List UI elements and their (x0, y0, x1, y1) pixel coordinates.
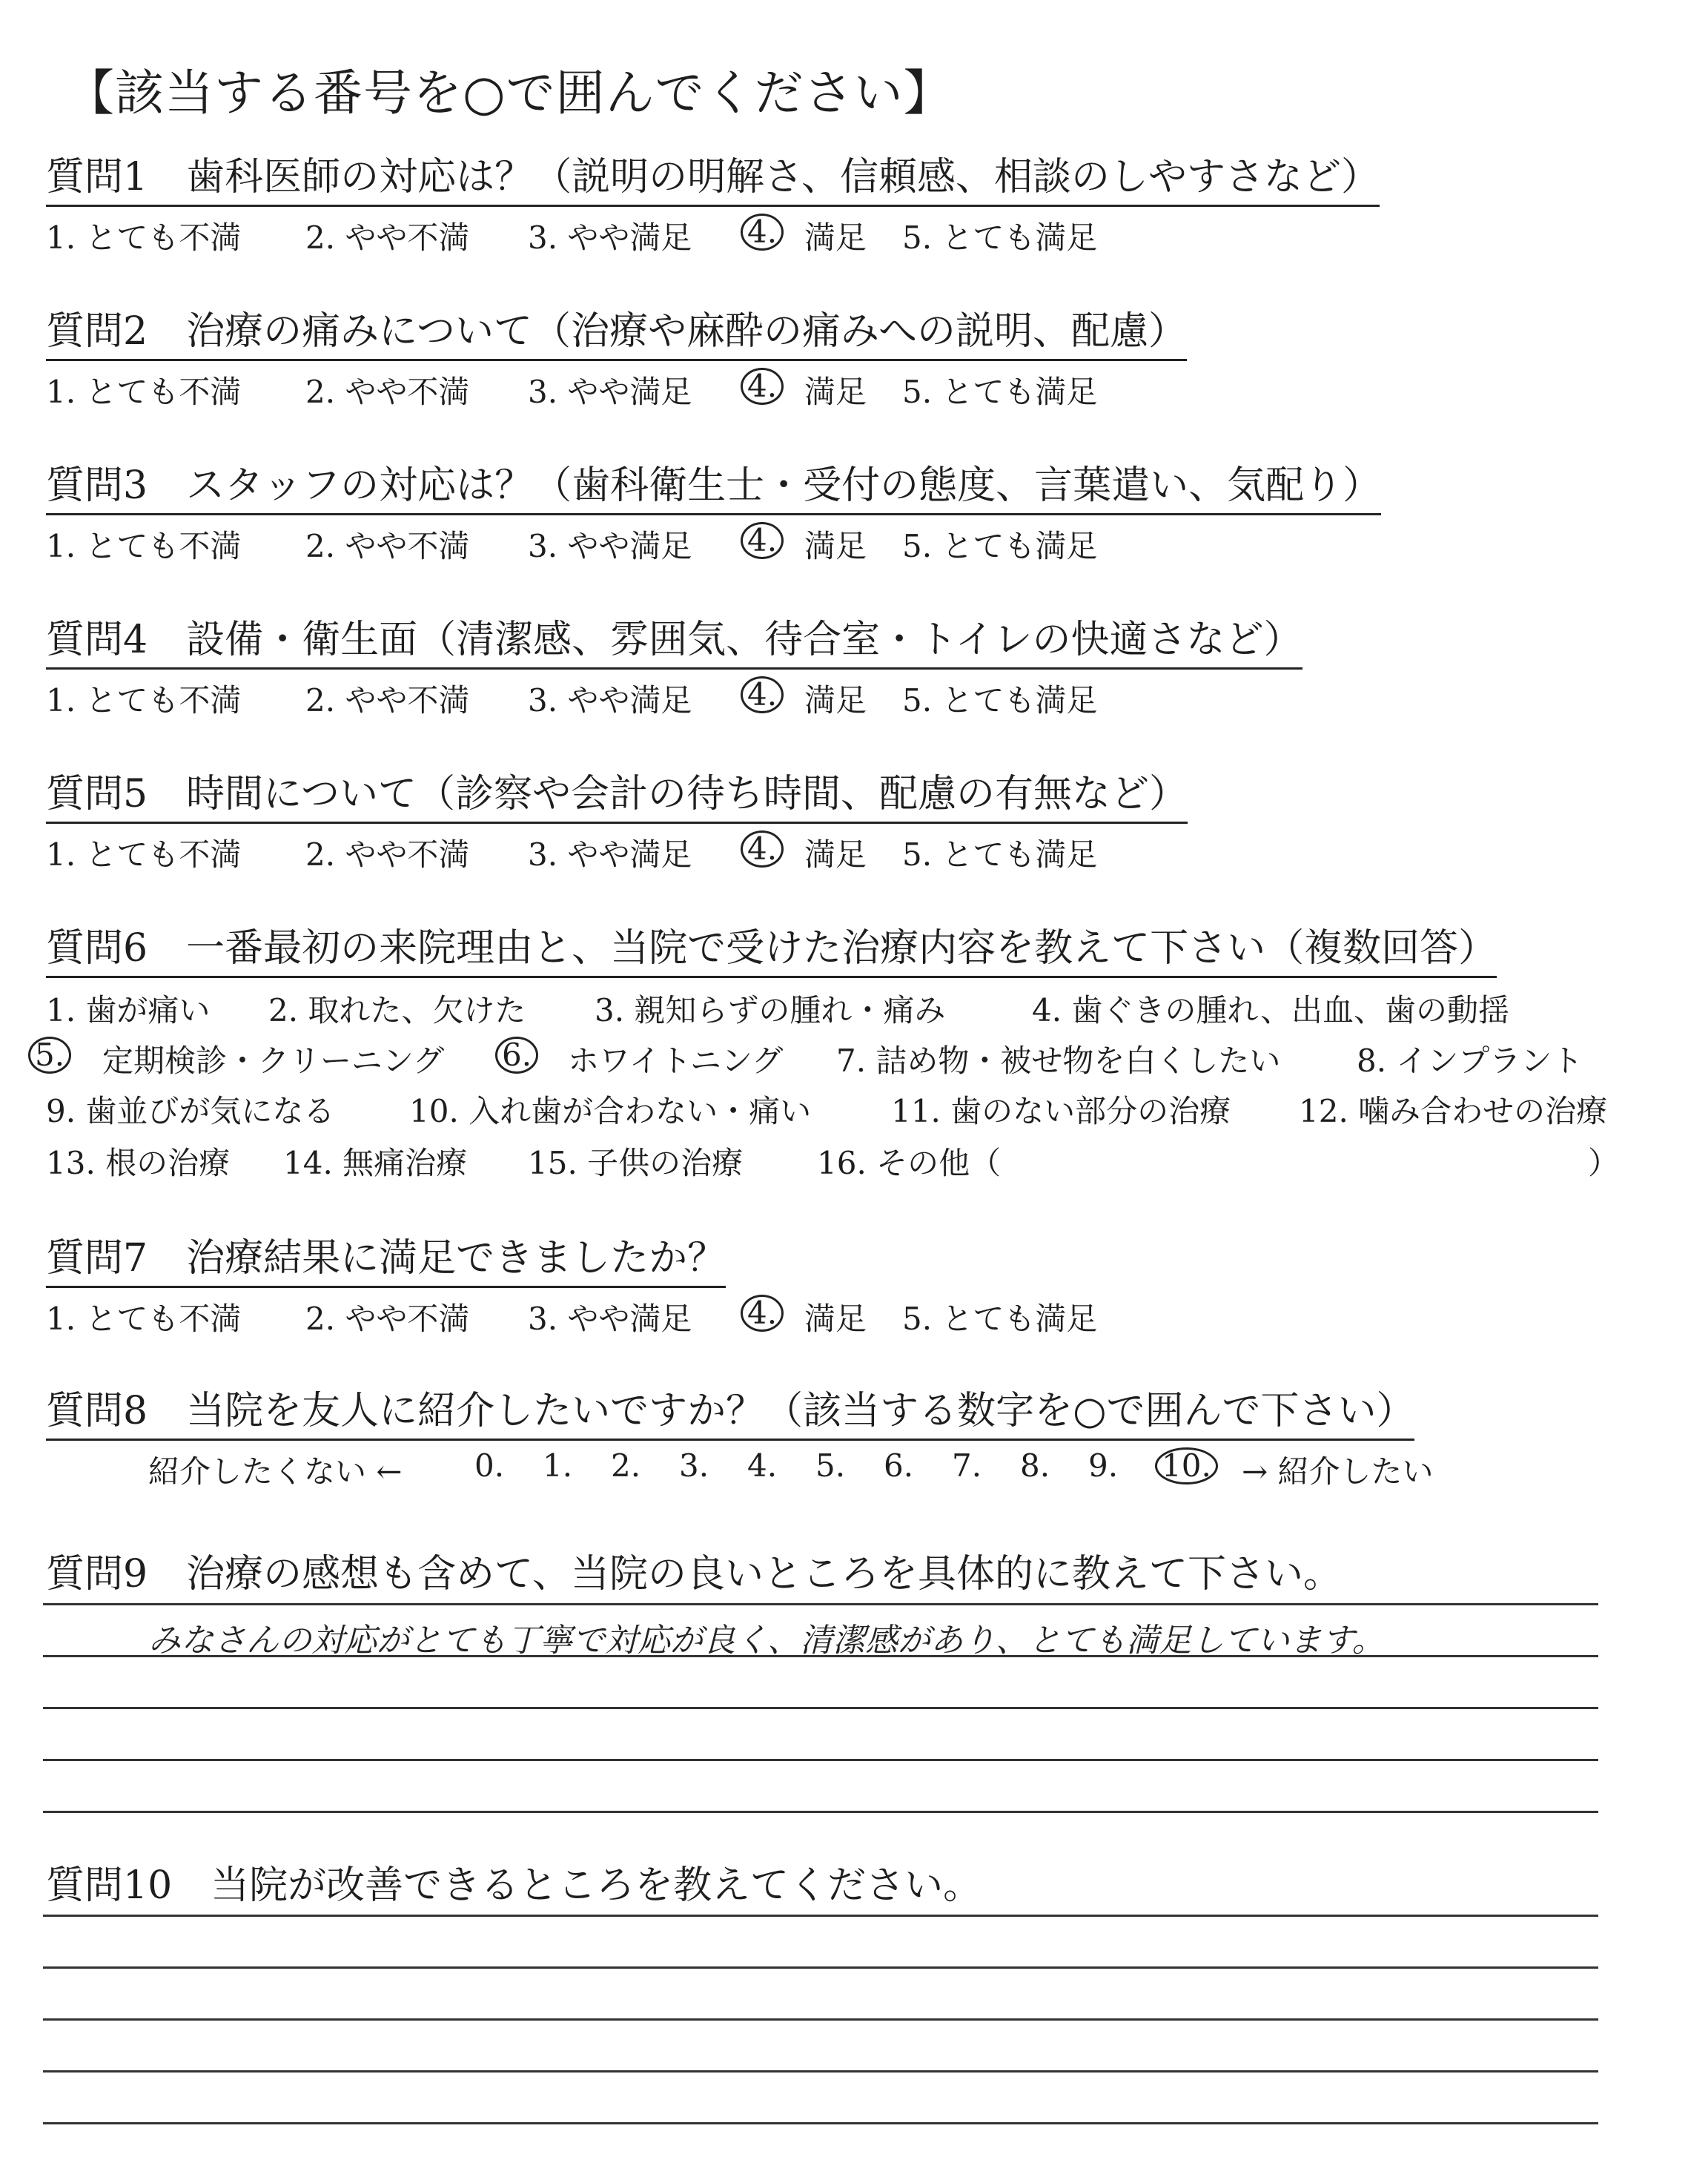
q1-option-2[interactable]: 2. やや不満 (305, 219, 470, 256)
q8-score-4[interactable]: 4. (747, 1447, 778, 1484)
q2-option-4-circled[interactable]: 4. (741, 368, 784, 405)
q6-option-5-circled[interactable]: 5. (28, 1037, 71, 1074)
q5-option-4-circled[interactable]: 4. (741, 830, 784, 868)
q2-option-5[interactable]: 5. とても満足 (902, 374, 1098, 410)
q2-option-1[interactable]: 1. とても不満 (46, 374, 242, 410)
answer-line (43, 1966, 1598, 1969)
form-title: 【該当する番号を○で囲んでください】 (65, 65, 953, 122)
q1-option-4-label: 満足 (804, 219, 867, 256)
q7-option-5[interactable]: 5. とても満足 (902, 1301, 1098, 1337)
q1-option-3[interactable]: 3. やや満足 (528, 219, 692, 256)
q6-option-2[interactable]: 2. 取れた、欠けた (268, 992, 526, 1028)
q3-option-3[interactable]: 3. やや満足 (528, 528, 692, 564)
q7-option-2[interactable]: 2. やや不満 (305, 1301, 470, 1337)
q1-option-1[interactable]: 1. とても不満 (46, 219, 242, 256)
q6-option-6-label: ホワイトニング (568, 1043, 784, 1079)
q1-options (46, 214, 1158, 258)
q8-score-8[interactable]: 8. (1020, 1447, 1050, 1484)
q6-option-8[interactable]: 8. インプラント (1357, 1043, 1583, 1079)
q1-option-5[interactable]: 5. とても満足 (902, 219, 1098, 256)
q1-option-4-circled[interactable]: 4. (741, 214, 784, 251)
q2-option-4-label: 満足 (804, 374, 867, 410)
q6-option-7[interactable]: 7. 詰め物・被せ物を白くしたい (836, 1043, 1281, 1079)
q4-options (46, 676, 1158, 721)
answer-line (43, 1707, 1598, 1709)
q9-handwritten-answer[interactable]: みなさんの対応がとても丁寧で対応が良く、清潔感があり、とても満足しています。 (148, 1622, 1385, 1659)
q7-option-3[interactable]: 3. やや満足 (528, 1301, 692, 1337)
q8-left-label: 紹介したくない ← (148, 1453, 403, 1490)
q7-heading: 質問7 治療結果に満足できましたか？ (46, 1237, 726, 1288)
q5-option-3[interactable]: 3. やや満足 (528, 836, 692, 873)
q6-other-close: ） (1588, 1145, 1620, 1181)
q6-option-1[interactable]: 1. 歯が痛い (46, 992, 211, 1028)
q3-option-2[interactable]: 2. やや不満 (305, 528, 470, 564)
q9-heading: 質問9 治療の感想も含めて、当院の良いところを具体的に教えて下さい。 (46, 1552, 1343, 1596)
q4-option-1[interactable]: 1. とても不満 (46, 682, 242, 719)
q4-option-4-circled[interactable]: 4. (741, 676, 784, 713)
q6-option-5-label: 定期検診・クリーニング (102, 1043, 445, 1079)
q6-option-11[interactable]: 11. 歯のない部分の治療 (891, 1093, 1231, 1129)
q8-score-3[interactable]: 3. (679, 1447, 709, 1484)
q5-option-2[interactable]: 2. やや不満 (305, 836, 470, 873)
q6-heading: 質問6 一番最初の来院理由と、当院で受けた治療内容を教えて下さい（複数回答） (46, 927, 1497, 978)
q6-option-10[interactable]: 10. 入れ歯が合わない・痛い (409, 1093, 812, 1129)
q8-scale (148, 1447, 1557, 1492)
q6-option-4[interactable]: 4. 歯ぐきの腫れ、出血、歯の動揺 (1032, 992, 1509, 1028)
q6-option-12[interactable]: 12. 噛み合わせの治療 (1299, 1093, 1608, 1129)
q1-heading: 質問1 歯科医師の対応は？（説明の明解さ、信頼感、相談のしやすさなど） (46, 156, 1380, 207)
q8-score-10-circled[interactable]: 10. (1155, 1447, 1218, 1484)
q5-option-1[interactable]: 1. とても不満 (46, 836, 242, 873)
q4-option-5[interactable]: 5. とても満足 (902, 682, 1098, 719)
q3-option-5[interactable]: 5. とても満足 (902, 528, 1098, 564)
q6-option-13[interactable]: 13. 根の治療 (46, 1145, 231, 1181)
q8-score-1[interactable]: 1. (543, 1447, 573, 1484)
q3-option-4-label: 満足 (804, 528, 867, 564)
q5-options (46, 830, 1158, 875)
answer-line (43, 1655, 1598, 1657)
q3-heading: 質問3 スタッフの対応は？（歯科衛生士・受付の態度、言葉遣い、気配り） (46, 464, 1381, 515)
q6-option-9[interactable]: 9. 歯並びが気になる (46, 1093, 335, 1129)
q8-heading: 質問8 当院を友人に紹介したいですか？（該当する数字を○で囲んで下さい） (46, 1390, 1414, 1441)
q3-option-1[interactable]: 1. とても不満 (46, 528, 242, 564)
q4-option-3[interactable]: 3. やや満足 (528, 682, 692, 719)
q6-option-16[interactable]: 16. その他（ (817, 1145, 1002, 1181)
answer-line (43, 1759, 1598, 1761)
q3-option-4-circled[interactable]: 4. (741, 522, 784, 559)
q8-score-7[interactable]: 7. (952, 1447, 982, 1484)
q7-option-4-circled[interactable]: 4. (741, 1295, 784, 1332)
q8-score-0[interactable]: 0. (474, 1447, 505, 1484)
q7-options (46, 1295, 1158, 1339)
q4-option-4-label: 満足 (804, 682, 867, 719)
q4-option-2[interactable]: 2. やや不満 (305, 682, 470, 719)
q7-option-1[interactable]: 1. とても不満 (46, 1301, 242, 1337)
answer-line (43, 1915, 1598, 1917)
q5-option-4-label: 満足 (804, 836, 867, 873)
q4-heading: 質問4 設備・衛生面（清潔感、雰囲気、待合室・トイレの快適さなど） (46, 618, 1302, 670)
q3-options (46, 522, 1158, 567)
q6-option-6-circled[interactable]: 6. (495, 1037, 538, 1074)
q6-option-14[interactable]: 14. 無痛治療 (283, 1145, 468, 1181)
q8-score-2[interactable]: 2. (611, 1447, 641, 1484)
q8-score-6[interactable]: 6. (884, 1447, 914, 1484)
q8-score-9[interactable]: 9. (1088, 1447, 1119, 1484)
q10-heading: 質問10 当院が改善できるところを教えてください。 (46, 1863, 982, 1908)
q2-option-2[interactable]: 2. やや不満 (305, 374, 470, 410)
q7-option-4-label: 満足 (804, 1301, 867, 1337)
q8-score-5[interactable]: 5. (815, 1447, 846, 1484)
answer-line (43, 2018, 1598, 2021)
answer-line (43, 2122, 1598, 2124)
q6-option-15[interactable]: 15. 子供の治療 (528, 1145, 744, 1181)
q5-heading: 質問5 時間について（診察や会計の待ち時間、配慮の有無など） (46, 773, 1188, 824)
q2-option-3[interactable]: 3. やや満足 (528, 374, 692, 410)
q8-right-label: → 紹介したい (1242, 1453, 1434, 1490)
answer-line (43, 2070, 1598, 2073)
answer-line (43, 1603, 1598, 1605)
q2-heading: 質問2 治療の痛みについて（治療や麻酔の痛みへの説明、配慮） (46, 310, 1187, 361)
answer-line (43, 1811, 1598, 1813)
q2-options (46, 368, 1158, 412)
q5-option-5[interactable]: 5. とても満足 (902, 836, 1098, 873)
q6-option-3[interactable]: 3. 親知らずの腫れ・痛み (595, 992, 946, 1028)
